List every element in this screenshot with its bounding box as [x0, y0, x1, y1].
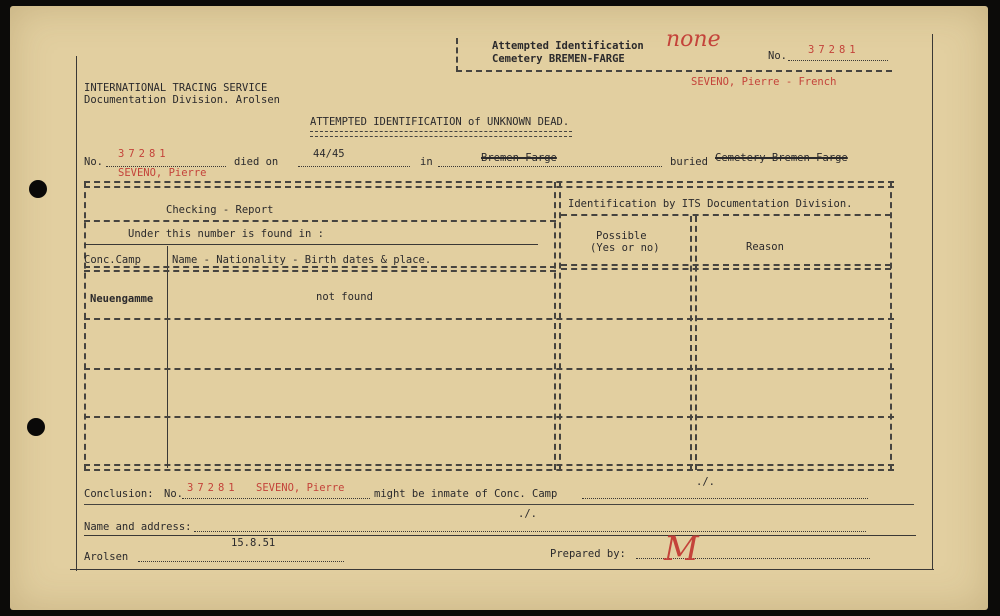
document-card — [10, 6, 988, 610]
conclusion-label: Conclusion: — [84, 488, 154, 500]
conclusion-mark: ./. — [696, 476, 715, 488]
buried-value: Cemetery Bremen-Farge — [715, 152, 848, 164]
checking-report-title: Checking - Report — [166, 204, 274, 216]
footer-date: 15.8.51 — [231, 537, 276, 549]
col-conc-camp: Conc.Camp — [84, 254, 141, 266]
person-header: SEVENO, Pierre - French — [691, 76, 837, 88]
in-label: in — [420, 156, 433, 168]
document-title: ATTEMPTED IDENTIFICATION of UNKNOWN DEAD. — [310, 116, 570, 128]
org-line1: INTERNATIONAL TRACING SERVICE — [84, 82, 268, 94]
address-mark: ./. — [518, 508, 537, 520]
col-reason: Reason — [746, 241, 784, 253]
prepared-by-label: Prepared by: — [550, 548, 626, 560]
punch-hole-bottom — [27, 418, 45, 436]
conclusion-name: SEVENO, Pierre — [256, 482, 345, 494]
in-value: Bremen-Farge — [481, 152, 557, 164]
frame-left — [76, 56, 77, 571]
died-value: 44/45 — [313, 148, 345, 160]
handwritten-note: none — [666, 27, 721, 52]
footer-place: Arolsen — [84, 551, 129, 563]
identification-title: Identification by ITS Documentation Division. — [568, 198, 853, 210]
frame-right — [932, 34, 933, 569]
record-no-value: 37281 — [118, 148, 170, 160]
org-line2: Documentation Division. Arolsen — [84, 94, 280, 106]
buried-label: buried — [670, 156, 708, 168]
sub-header: Under this number is found in : — [128, 228, 324, 240]
header-box-no-label: No. — [768, 50, 787, 62]
header-box-no-value: 37281 — [808, 44, 860, 56]
col-possible-2: (Yes or no) — [590, 242, 660, 254]
signature: M — [664, 529, 699, 569]
header-box-line1: Attempted Identification — [492, 40, 644, 52]
record-no-label: No. — [84, 156, 103, 168]
conclusion-no-value: 37281 — [187, 482, 239, 494]
row-name: not found — [316, 291, 373, 303]
conclusion-text: might be inmate of Conc. Camp — [374, 488, 558, 500]
frame-bottom — [70, 569, 934, 570]
col-possible-1: Possible — [596, 230, 647, 242]
record-name: SEVENO, Pierre — [118, 167, 207, 179]
row-camp: Neuengamme — [90, 293, 154, 305]
died-label: died on — [234, 156, 279, 168]
address-label: Name and address: — [84, 521, 192, 533]
header-box-line2: Cemetery BREMEN-FARGE — [492, 53, 625, 65]
punch-hole-top — [29, 180, 47, 198]
col-name-nationality: Name - Nationality - Birth dates & place. — [172, 254, 432, 266]
conclusion-no-label: No. — [164, 488, 183, 500]
